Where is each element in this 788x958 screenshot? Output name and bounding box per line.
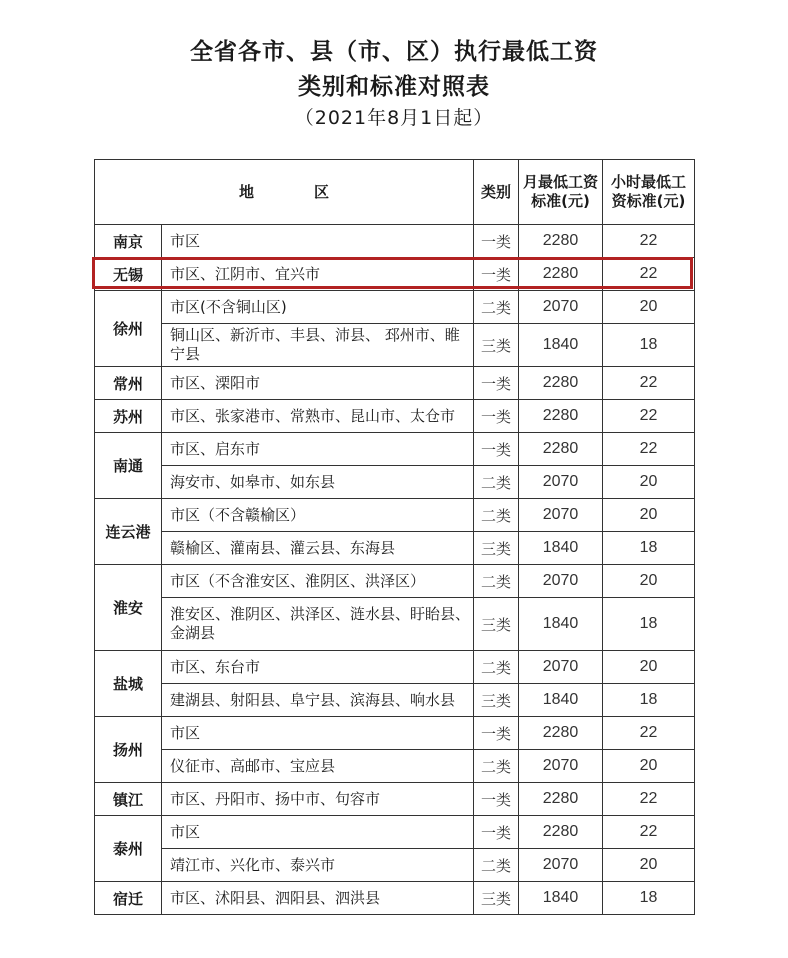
city-cell: 镇江: [95, 783, 162, 816]
area-cell: 市区、张家港市、常熟市、昆山市、太仓市: [162, 400, 474, 433]
category-cell: 三类: [474, 882, 519, 915]
monthly-cell: 2070: [519, 499, 603, 532]
monthly-cell: 2280: [519, 783, 603, 816]
monthly-cell: 2070: [519, 291, 603, 324]
category-cell: 三类: [474, 324, 519, 367]
hourly-cell: 22: [603, 783, 695, 816]
category-cell: 三类: [474, 598, 519, 651]
table-row: [95, 717, 695, 750]
table-row: [95, 291, 695, 324]
category-cell: 三类: [474, 532, 519, 565]
hourly-cell: 22: [603, 816, 695, 849]
hourly-cell: 20: [603, 499, 695, 532]
table-row: [95, 598, 695, 651]
category-cell: 一类: [474, 258, 519, 291]
area-cell: 淮安区、淮阴区、洪泽区、涟水县、盱眙县、金湖县: [162, 598, 474, 651]
area-cell: 市区（不含淮安区、淮阴区、洪泽区）: [162, 565, 474, 598]
hourly-cell: 20: [603, 750, 695, 783]
hourly-cell: 22: [603, 367, 695, 400]
area-cell: 市区、东台市: [162, 651, 474, 684]
monthly-cell: 2070: [519, 466, 603, 499]
city-cell: 扬州: [95, 717, 162, 783]
city-cell: 淮安: [95, 565, 162, 651]
area-cell: 市区、江阴市、宜兴市: [162, 258, 474, 291]
header-monthly: 月最低工资标准(元): [519, 160, 603, 225]
area-cell: 仪征市、高邮市、宝应县: [162, 750, 474, 783]
monthly-cell: 2070: [519, 565, 603, 598]
city-cell: 徐州: [95, 291, 162, 367]
category-cell: 二类: [474, 651, 519, 684]
category-cell: 一类: [474, 367, 519, 400]
city-cell: 宿迁: [95, 882, 162, 915]
category-cell: 一类: [474, 783, 519, 816]
monthly-cell: 2070: [519, 849, 603, 882]
table-row: [95, 849, 695, 882]
category-cell: 二类: [474, 849, 519, 882]
hourly-cell: 18: [603, 324, 695, 367]
table-row: [95, 750, 695, 783]
category-cell: 二类: [474, 499, 519, 532]
monthly-cell: 2280: [519, 400, 603, 433]
header-category: 类别: [474, 160, 519, 225]
area-cell: 铜山区、新沂市、丰县、沛县、 邳州市、睢宁县: [162, 324, 474, 367]
monthly-cell: 1840: [519, 684, 603, 717]
table-row: [95, 565, 695, 598]
table-row: [95, 816, 695, 849]
monthly-cell: 1840: [519, 324, 603, 367]
category-cell: 一类: [474, 225, 519, 258]
hourly-cell: 20: [603, 849, 695, 882]
category-cell: 二类: [474, 291, 519, 324]
table-row: [95, 433, 695, 466]
monthly-cell: 1840: [519, 598, 603, 651]
monthly-cell: 2280: [519, 367, 603, 400]
area-cell: 海安市、如皋市、如东县: [162, 466, 474, 499]
category-cell: 一类: [474, 400, 519, 433]
city-cell: 常州: [95, 367, 162, 400]
table-row: [95, 684, 695, 717]
city-cell: 泰州: [95, 816, 162, 882]
monthly-cell: 1840: [519, 882, 603, 915]
monthly-cell: 2070: [519, 750, 603, 783]
area-cell: 赣榆区、灌南县、灌云县、东海县: [162, 532, 474, 565]
city-cell: 盐城: [95, 651, 162, 717]
area-cell: 市区、启东市: [162, 433, 474, 466]
hourly-cell: 22: [603, 717, 695, 750]
hourly-cell: 18: [603, 532, 695, 565]
hourly-cell: 18: [603, 684, 695, 717]
area-cell: 市区: [162, 717, 474, 750]
hourly-cell: 18: [603, 882, 695, 915]
city-cell: 南通: [95, 433, 162, 499]
category-cell: 一类: [474, 433, 519, 466]
area-cell: 建湖县、射阳县、阜宁县、滨海县、响水县: [162, 684, 474, 717]
monthly-cell: 2280: [519, 717, 603, 750]
area-cell: 市区(不含铜山区): [162, 291, 474, 324]
category-cell: 二类: [474, 750, 519, 783]
hourly-cell: 20: [603, 651, 695, 684]
hourly-cell: 22: [603, 400, 695, 433]
area-cell: 市区（不含赣榆区）: [162, 499, 474, 532]
hourly-cell: 18: [603, 598, 695, 651]
area-cell: 靖江市、兴化市、泰兴市: [162, 849, 474, 882]
table-row: [95, 532, 695, 565]
category-cell: 三类: [474, 684, 519, 717]
city-cell: 南京: [95, 225, 162, 258]
category-cell: 一类: [474, 816, 519, 849]
title-line-1: 全省各市、县（市、区）执行最低工资: [190, 39, 598, 65]
monthly-cell: 2280: [519, 258, 603, 291]
table-row: [95, 400, 695, 433]
area-cell: 市区、溧阳市: [162, 367, 474, 400]
city-cell: 连云港: [95, 499, 162, 565]
city-cell: 苏州: [95, 400, 162, 433]
area-cell: 市区: [162, 225, 474, 258]
table-row: [95, 783, 695, 816]
table-row: [95, 225, 695, 258]
monthly-cell: 2070: [519, 651, 603, 684]
area-cell: 市区、沭阳县、泗阳县、泗洪县: [162, 882, 474, 915]
wage-table: [94, 159, 695, 915]
table-row: [95, 367, 695, 400]
hourly-cell: 20: [603, 466, 695, 499]
area-cell: 市区: [162, 816, 474, 849]
category-cell: 一类: [474, 717, 519, 750]
monthly-cell: 1840: [519, 532, 603, 565]
table-row: [95, 651, 695, 684]
hourly-cell: 22: [603, 258, 695, 291]
header-region: 地 区: [95, 160, 474, 225]
header-hourly: 小时最低工资标准(元): [603, 160, 695, 225]
table-row: [95, 882, 695, 915]
hourly-cell: 20: [603, 291, 695, 324]
title-line-2: 类别和标准对照表: [298, 74, 490, 100]
area-cell: 市区、丹阳市、扬中市、句容市: [162, 783, 474, 816]
monthly-cell: 2280: [519, 433, 603, 466]
header-row: [95, 160, 695, 225]
monthly-cell: 2280: [519, 816, 603, 849]
hourly-cell: 20: [603, 565, 695, 598]
table-row: [95, 258, 695, 291]
category-cell: 二类: [474, 565, 519, 598]
table-row: [95, 466, 695, 499]
monthly-cell: 2280: [519, 225, 603, 258]
category-cell: 二类: [474, 466, 519, 499]
table-row: [95, 499, 695, 532]
table-row: [95, 324, 695, 367]
subtitle-date: （2021年8月1日起）: [294, 107, 494, 129]
city-cell: 无锡: [95, 258, 162, 291]
hourly-cell: 22: [603, 433, 695, 466]
hourly-cell: 22: [603, 225, 695, 258]
